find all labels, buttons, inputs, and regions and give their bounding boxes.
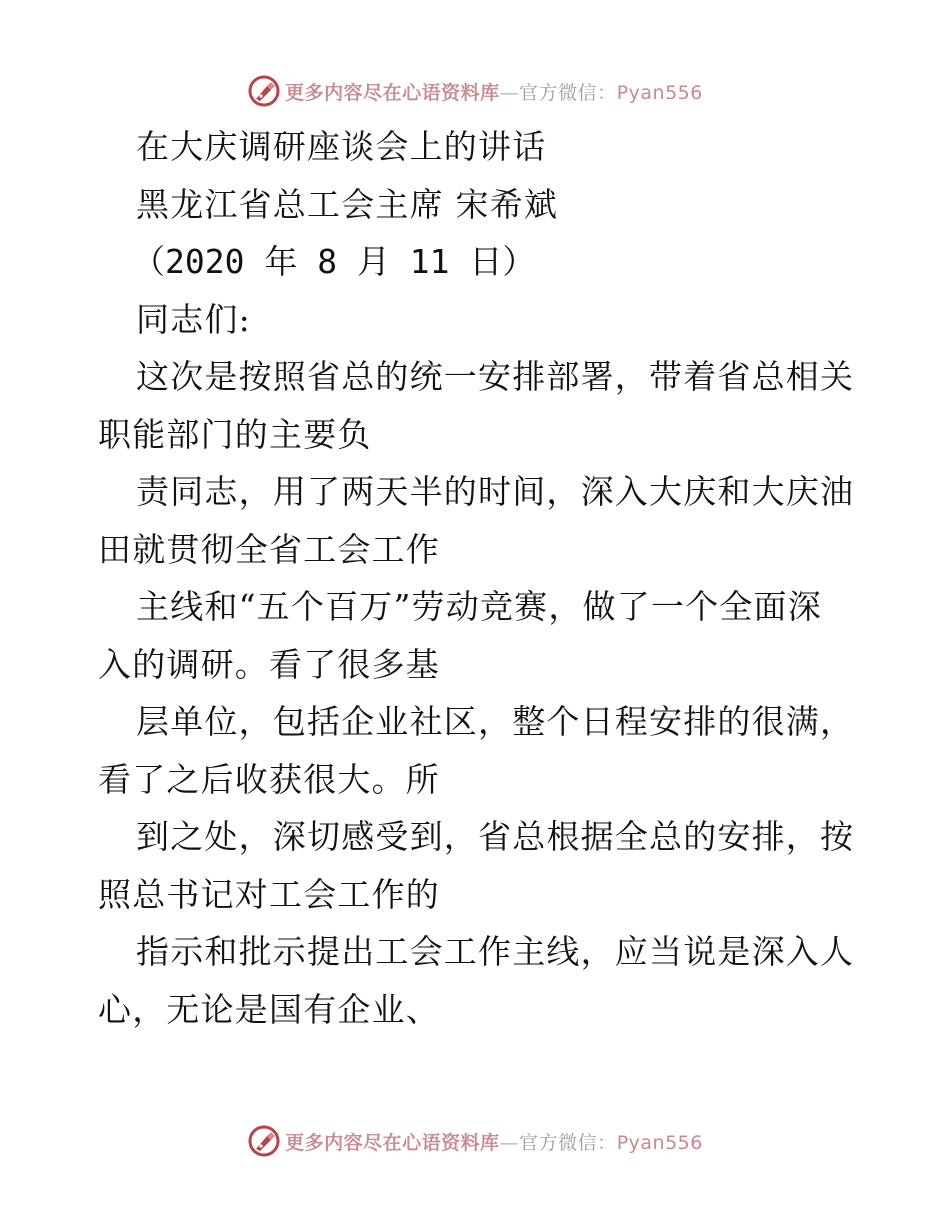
paragraph-line: 主线和“五个百万”劳动竞赛，做了一个全面深: [136, 587, 822, 626]
paragraph-line: 指示和批示提出工会工作主线，应当说是深入人: [136, 932, 855, 971]
paragraph-line: 心，无论是国有企业、: [98, 989, 440, 1029]
document-author: 黑龙江省总工会主席 宋希斌: [136, 184, 559, 224]
document-date: （2020 年 8 月 11 日）: [132, 242, 536, 281]
paragraph-line: 到之处，深切感受到，省总根据全总的安排，按: [136, 817, 855, 856]
watermark-brand: 更多内容尽在心语资料库: [285, 1131, 500, 1154]
watermark-wechat-label: 官方微信：: [519, 81, 617, 104]
paragraph-line: 层单位，包括企业社区，整个日程安排的很满，: [136, 702, 855, 741]
watermark-wechat-id: Pyan556: [616, 81, 703, 104]
paragraph-line: 田就贯彻全省工会工作: [98, 529, 440, 569]
watermark-separator: —: [499, 1131, 520, 1154]
watermark-brand: 更多内容尽在心语资料库: [285, 81, 500, 104]
paragraph-line: 入的调研。看了很多基: [98, 644, 440, 684]
paragraph-line: 这次是按照省总的统一安排部署，带着省总相关: [136, 357, 855, 396]
pen-nib-logo-icon: [247, 1124, 281, 1158]
document-body: [98, 118, 858, 1038]
footer-watermark: [0, 1121, 950, 1161]
paragraph-line: 看了之后收获很大。所: [98, 759, 440, 799]
paragraph-line: 照总书记对工会工作的: [98, 874, 440, 914]
watermark-wechat-id: Pyan556: [616, 1131, 703, 1154]
watermark-separator: —: [499, 81, 520, 104]
watermark-wechat-label: 官方微信：: [519, 1131, 617, 1154]
paragraph-line: 责同志，用了两天半的时间，深入大庆和大庆油: [136, 472, 855, 511]
header-watermark: [0, 71, 950, 111]
pen-nib-logo-icon: [247, 74, 281, 108]
paragraph-line: 职能部门的主要负: [98, 414, 372, 454]
document-salutation: 同志们:: [136, 299, 251, 339]
document-title: 在大庆调研座谈会上的讲话: [136, 127, 547, 166]
